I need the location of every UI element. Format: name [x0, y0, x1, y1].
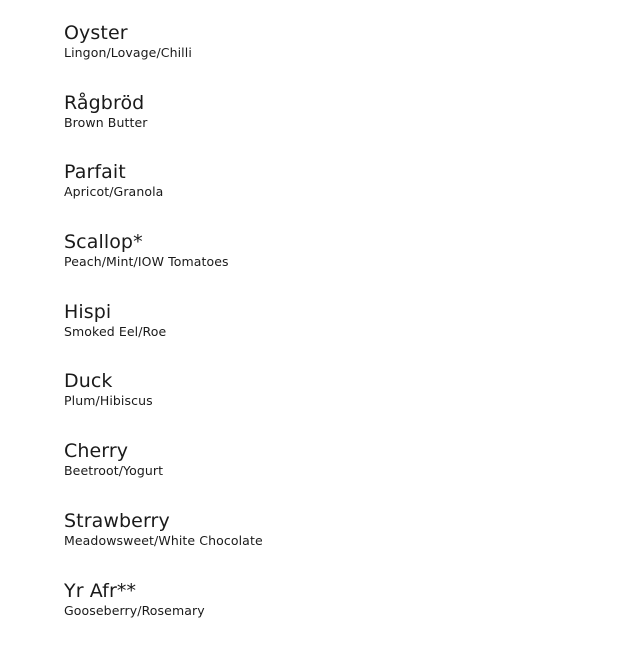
- dish-name: Hispi: [64, 301, 624, 323]
- menu-course-yr-afr: [64, 580, 624, 649]
- menu-course-oyster: [64, 22, 624, 92]
- menu-course-ragbrod: [64, 92, 624, 162]
- dish-description: Lingon/Lovage/Chilli: [64, 45, 624, 61]
- menu-course-cherry: [64, 440, 624, 510]
- menu-course-scallop: [64, 231, 624, 301]
- dish-description: Brown Butter: [64, 115, 624, 131]
- menu-course-strawberry: [64, 510, 624, 580]
- dish-name: Yr Afr**: [64, 580, 624, 602]
- dish-description: Meadowsweet/White Chocolate: [64, 533, 624, 549]
- dish-name: Cherry: [64, 440, 624, 462]
- dish-description: Gooseberry/Rosemary: [64, 603, 624, 619]
- dish-description: Beetroot/Yogurt: [64, 463, 624, 479]
- dish-name: Oyster: [64, 22, 624, 44]
- dish-description: Plum/Hibiscus: [64, 393, 624, 409]
- menu-course-duck: [64, 370, 624, 440]
- dish-description: Apricot/Granola: [64, 184, 624, 200]
- dish-name: Duck: [64, 370, 624, 392]
- tasting-menu: [64, 22, 624, 649]
- dish-name: Strawberry: [64, 510, 624, 532]
- menu-course-hispi: [64, 301, 624, 371]
- dish-name: Scallop*: [64, 231, 624, 253]
- menu-course-parfait: [64, 161, 624, 231]
- dish-description: Smoked Eel/Roe: [64, 324, 624, 340]
- dish-description: Peach/Mint/IOW Tomatoes: [64, 254, 624, 270]
- dish-name: Rågbröd: [64, 92, 624, 114]
- dish-name: Parfait: [64, 161, 624, 183]
